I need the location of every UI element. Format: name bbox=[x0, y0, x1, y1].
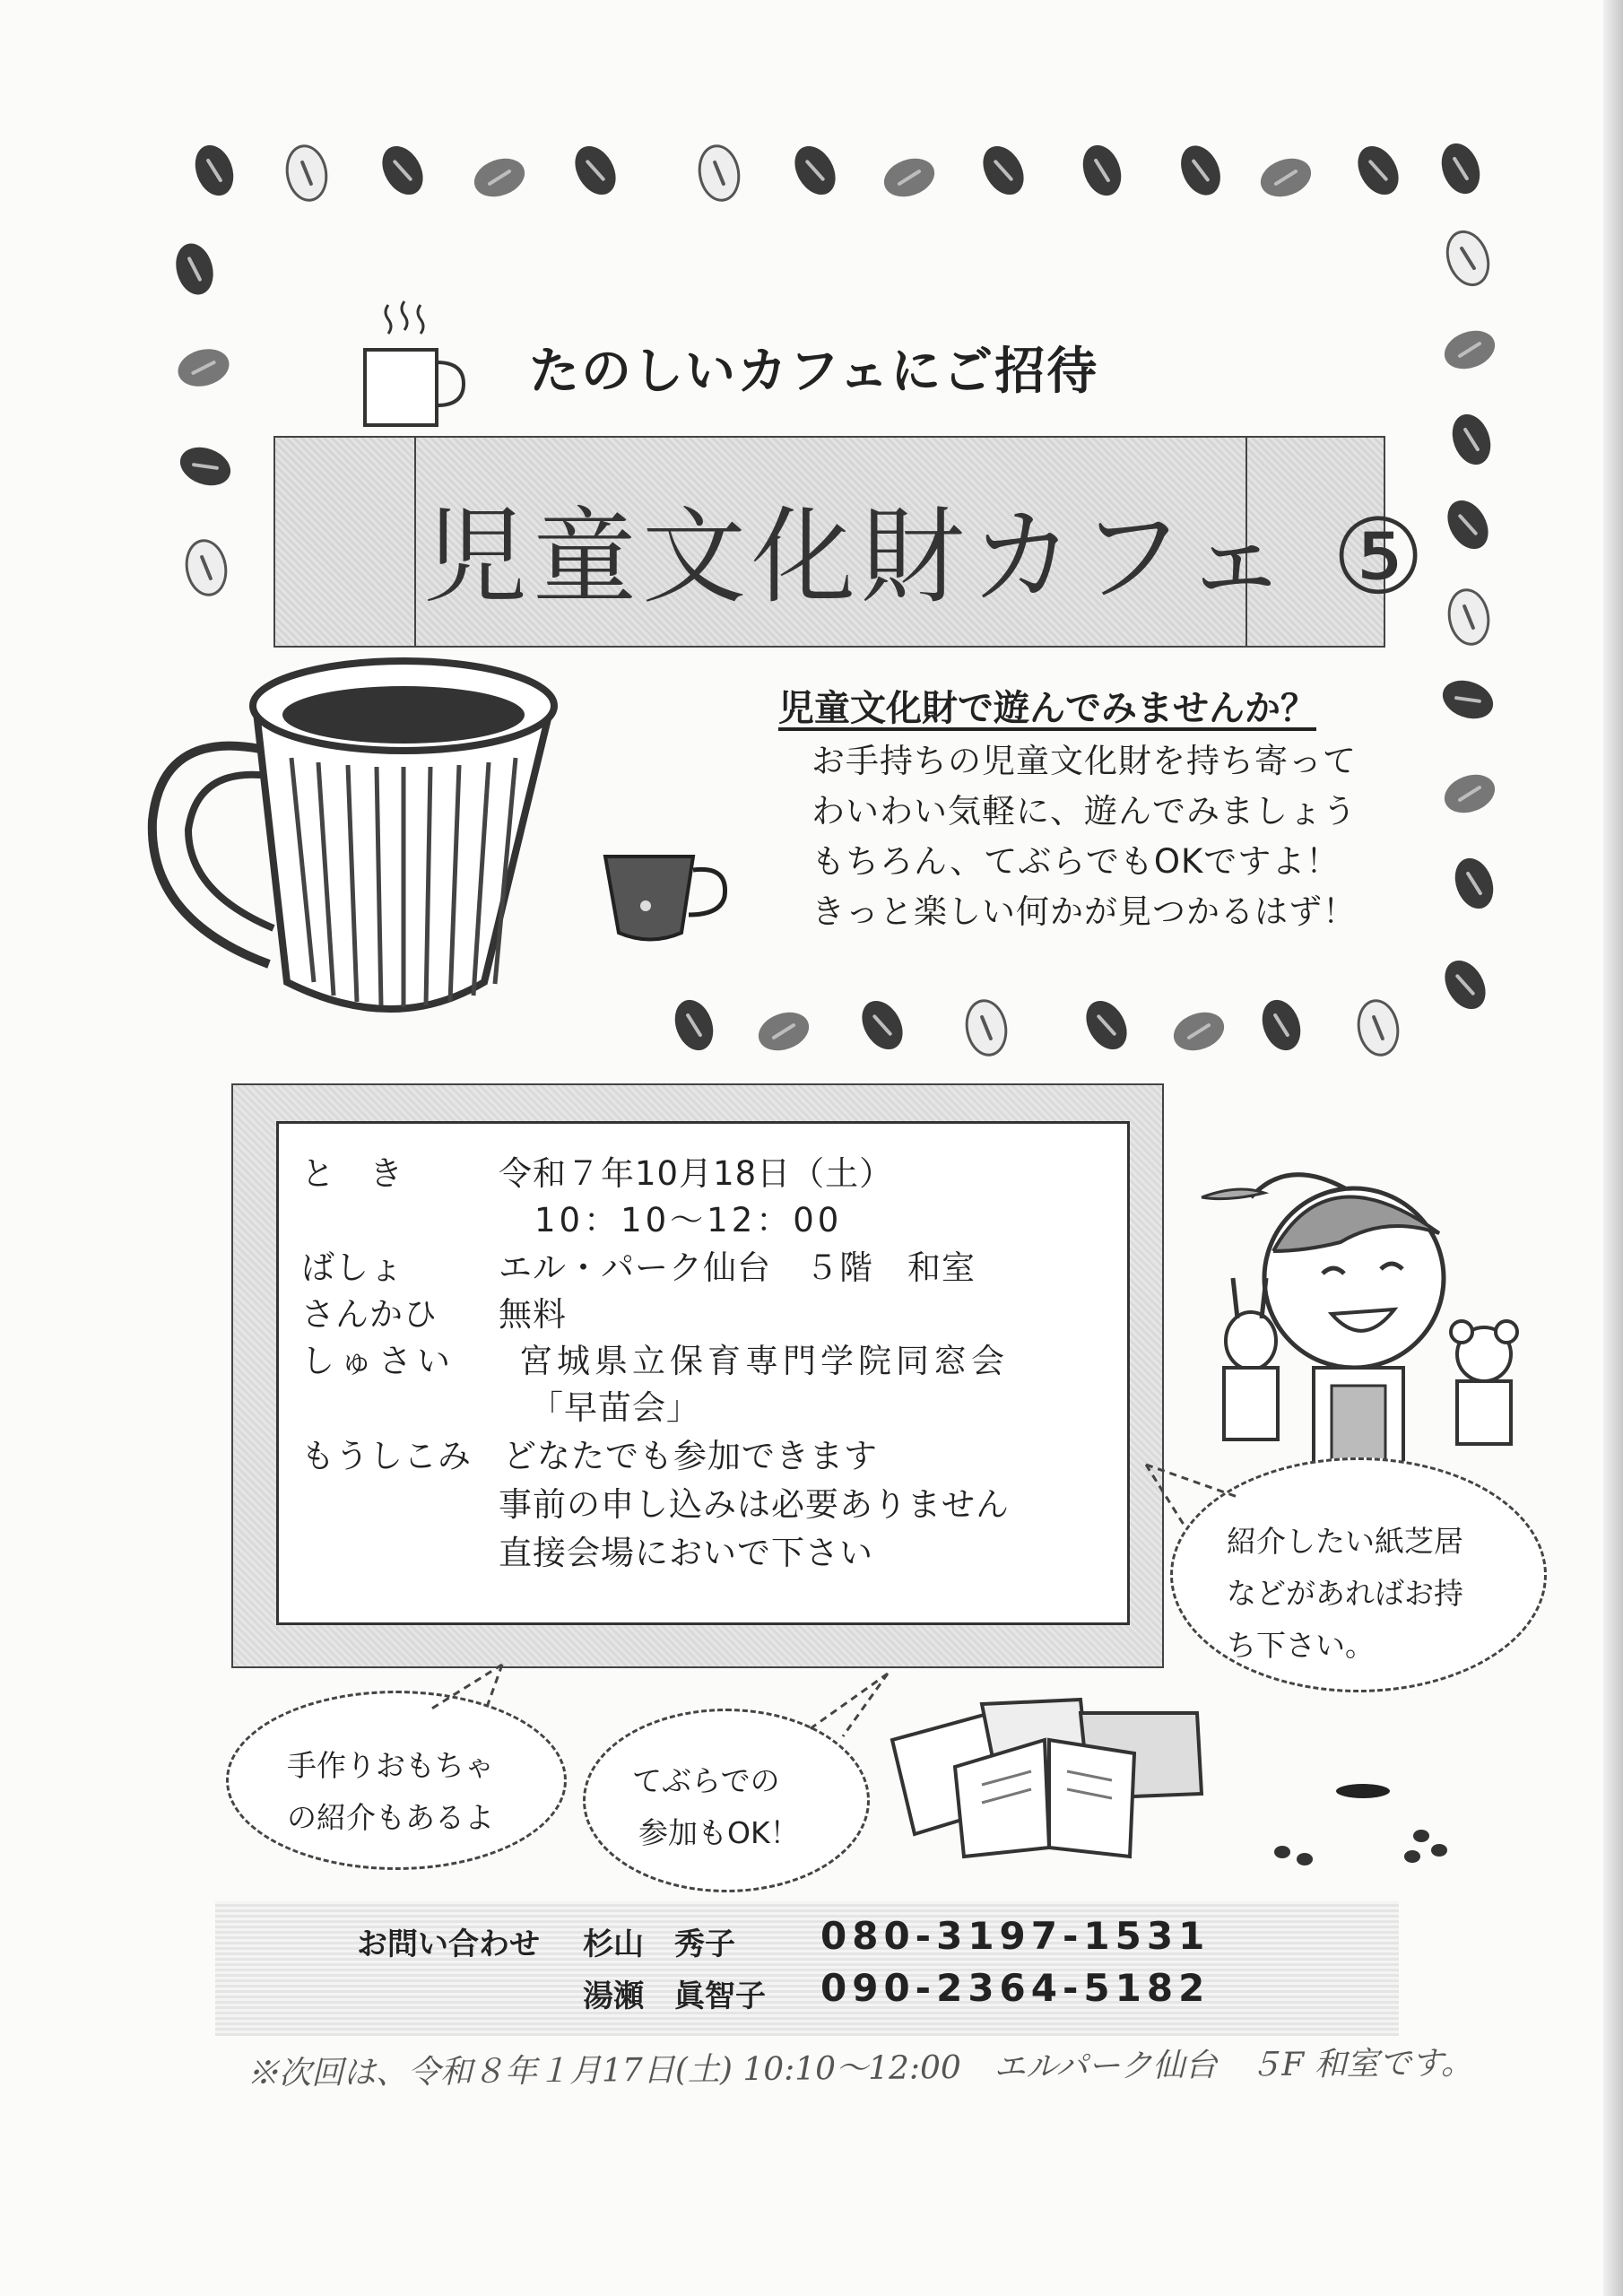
steaming-mug-icon bbox=[354, 296, 480, 430]
bubble-text-line: の紹介もあるよ bbox=[287, 1800, 494, 1835]
contact-phone: 080-3197-1531 bbox=[820, 1914, 1211, 1958]
decorative-dots bbox=[1255, 1780, 1453, 1870]
coffee-bean-icon bbox=[1255, 995, 1306, 1056]
coffee-bean-icon bbox=[668, 995, 719, 1056]
coffee-bean-icon bbox=[181, 535, 231, 599]
coffee-bean-icon bbox=[1353, 996, 1403, 1059]
coffee-bean-icon bbox=[1255, 152, 1316, 203]
page-subtitle: たのしいカフェにご招待 bbox=[529, 343, 1099, 401]
coffee-bean-icon bbox=[175, 440, 236, 491]
coffee-bean-icon bbox=[1076, 140, 1127, 201]
contact-person: 杉山 秀子 bbox=[583, 1926, 735, 1962]
event-info-box bbox=[276, 1121, 1130, 1625]
intro-line: きっと楽しい何かが見つかるはず！ bbox=[812, 892, 1357, 931]
intro-line: わいわい気軽に、遊んでみましょう bbox=[812, 792, 1357, 831]
when-time: 10：10～12：00 bbox=[534, 1201, 843, 1239]
contact-phone: 090-2364-5182 bbox=[820, 1966, 1211, 2010]
coffee-bean-icon bbox=[1439, 493, 1497, 556]
page-title: 児童文化財カフェ ⑤ bbox=[423, 497, 1431, 618]
coffee-bean-icon bbox=[854, 994, 911, 1057]
coffee-bean-icon bbox=[975, 139, 1032, 202]
host-label: しゅさい bbox=[301, 1342, 456, 1380]
bubble-text-line: 紹介したい紙芝居 bbox=[1227, 1524, 1463, 1559]
contact-person: 湯瀬 眞智子 bbox=[583, 1979, 766, 2014]
coffee-bean-icon bbox=[174, 344, 233, 392]
bubble-text-line: などがあればお持 bbox=[1227, 1576, 1463, 1611]
coffee-bean-icon bbox=[1435, 138, 1486, 199]
fee-value: 無料 bbox=[499, 1295, 567, 1334]
when-date: 令和７年10月18日（土） bbox=[499, 1154, 894, 1193]
coffee-cup-illustration bbox=[135, 650, 619, 1045]
coffee-bean-icon bbox=[1439, 324, 1500, 375]
next-event-handwritten-note: ※次回は、令和８年１月17日(土) 10:10～12:00 エルパーク仙台 ５F 和室です。 bbox=[246, 2045, 1474, 2092]
coffee-bean-icon bbox=[1438, 224, 1497, 292]
coffee-bean-icon bbox=[188, 140, 239, 201]
place-label: ばしょ bbox=[301, 1248, 404, 1287]
coffee-bean-icon bbox=[374, 139, 431, 202]
title-banner bbox=[273, 436, 1431, 648]
coffee-bean-icon bbox=[786, 139, 844, 202]
contact-label: お問い合わせ bbox=[357, 1926, 540, 1962]
bubble-text-line: てぶらでの bbox=[632, 1763, 780, 1798]
intro-heading: 児童文化財で遊んでみませんか？ bbox=[778, 688, 1316, 729]
coffee-bean-icon bbox=[282, 141, 332, 204]
host-value: 宮城県立保育専門学院同窓会 bbox=[519, 1342, 1009, 1380]
page-edge-shadow bbox=[1603, 0, 1623, 2296]
apply-label: もうしこみ bbox=[301, 1437, 472, 1475]
coffee-bean-icon bbox=[567, 139, 624, 202]
bubble-text-line: 手作りおもちゃ bbox=[287, 1748, 494, 1783]
coffee-bean-icon bbox=[1078, 994, 1135, 1057]
bubble-tail bbox=[421, 1659, 511, 1713]
apply-line: 直接会場においで下さい bbox=[499, 1534, 873, 1572]
intro-line: もちろん、てぶらでもOKですよ！ bbox=[812, 842, 1341, 881]
bubble-text-line: ち下さい。 bbox=[1227, 1628, 1375, 1663]
coffee-bean-icon bbox=[170, 239, 219, 299]
coffee-bean-icon bbox=[694, 141, 744, 204]
place-value: エル・パーク仙台 ５階 和室 bbox=[499, 1248, 976, 1287]
coffee-bean-icon bbox=[469, 152, 530, 203]
host-value-line2: 「早苗会」 bbox=[530, 1388, 700, 1427]
coffee-bean-icon bbox=[1436, 953, 1494, 1016]
apply-line: 事前の申し込みは必要ありません bbox=[499, 1485, 1010, 1524]
girl-with-puppets-illustration bbox=[1197, 1161, 1529, 1466]
apply-line: どなたでも参加できます bbox=[503, 1437, 878, 1475]
coffee-bean-icon bbox=[1168, 1005, 1229, 1057]
picture-books-illustration bbox=[874, 1686, 1215, 1866]
event-info-panel bbox=[231, 1083, 1164, 1668]
coffee-bean-icon bbox=[1444, 585, 1494, 648]
coffee-bean-icon bbox=[753, 1005, 814, 1057]
coffee-bean-icon bbox=[1350, 139, 1407, 202]
coffee-bean-icon bbox=[1174, 139, 1228, 201]
coffee-bean-icon bbox=[1437, 674, 1498, 725]
creamer-pitcher-illustration bbox=[596, 839, 740, 946]
coffee-bean-icon bbox=[1445, 409, 1497, 470]
when-label: と き bbox=[301, 1154, 404, 1193]
intro-line: お手持ちの児童文化財を持ち寄って bbox=[812, 742, 1357, 780]
coffee-bean-icon bbox=[1439, 768, 1500, 819]
bubble-text-line: 参加もOK！ bbox=[638, 1815, 800, 1850]
fee-label: さんかひ bbox=[301, 1295, 438, 1334]
coffee-bean-icon bbox=[961, 996, 1011, 1059]
coffee-bean-icon bbox=[879, 152, 940, 203]
coffee-bean-icon bbox=[1448, 853, 1499, 914]
